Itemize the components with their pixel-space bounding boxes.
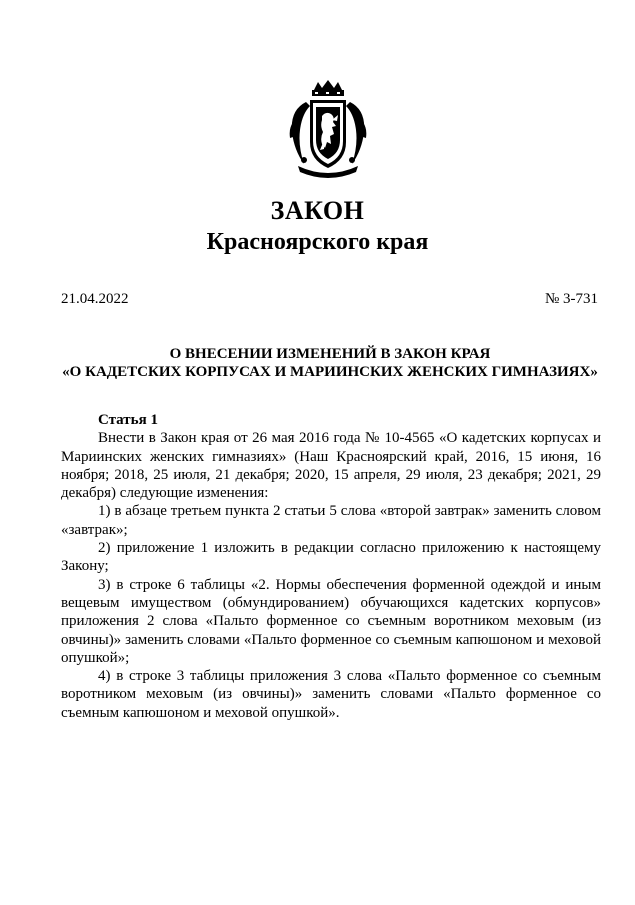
law-number: № 3-731 <box>544 291 598 307</box>
law-heading-line-2: «О КАДЕТСКИХ КОРПУСАХ И МАРИИНСКИХ ЖЕНСКИХ ГИМНАЗИЯХ» <box>62 364 598 380</box>
article-paragraph: 3) в строке 6 таблицы «2. Нормы обеспечения форменной одеждой и иным вещевым имуществом (обмундированием) обучающихся кадетских корпусов» приложения 2 слова «Пальто форменное со съемным воротником меховым (из овчины)» заменить словами «Пальто форменное со съемным капюшоном и меховой опушкой»; <box>61 576 601 666</box>
law-heading-line-1: О ВНЕСЕНИИ ИЗМЕНЕНИЙ В ЗАКОН КРАЯ <box>169 346 491 362</box>
document-title: ЗАКОН <box>270 196 365 225</box>
article-paragraph: 4) в строке 3 таблицы приложения 3 слова «Пальто форменное со съемным воротником меховым (из овчины)» заменить словами «Пальто форменное со съемным капюшоном и меховой опушкой». <box>61 668 601 721</box>
law-date: 21.04.2022 <box>61 291 129 307</box>
article-title: Статья 1 <box>98 412 158 428</box>
article-body <box>61 411 601 722</box>
document-subtitle: Красноярского края <box>206 229 429 255</box>
coat-of-arms-icon <box>284 80 372 182</box>
article-paragraph: Внести в Закон края от 26 мая 2016 года № 10-4565 «О кадетских корпусах и Мариинских женских гимназиях» (Наш Красноярский край, 2016, 15 июня, 16 ноября; 2018, 25 июля, 21 декабря; 2020, 15 апреля, 29 июля, 23 декабря; 2021, 29 декабря) следующие изменения: <box>61 430 601 502</box>
article-paragraph: 1) в абзаце третьем пункта 2 статьи 5 слова «второй завтрак» заменить словом «завтрак»; <box>61 503 601 538</box>
article-paragraph: 2) приложение 1 изложить в редакции согласно приложению к настоящему Закону; <box>61 540 601 575</box>
